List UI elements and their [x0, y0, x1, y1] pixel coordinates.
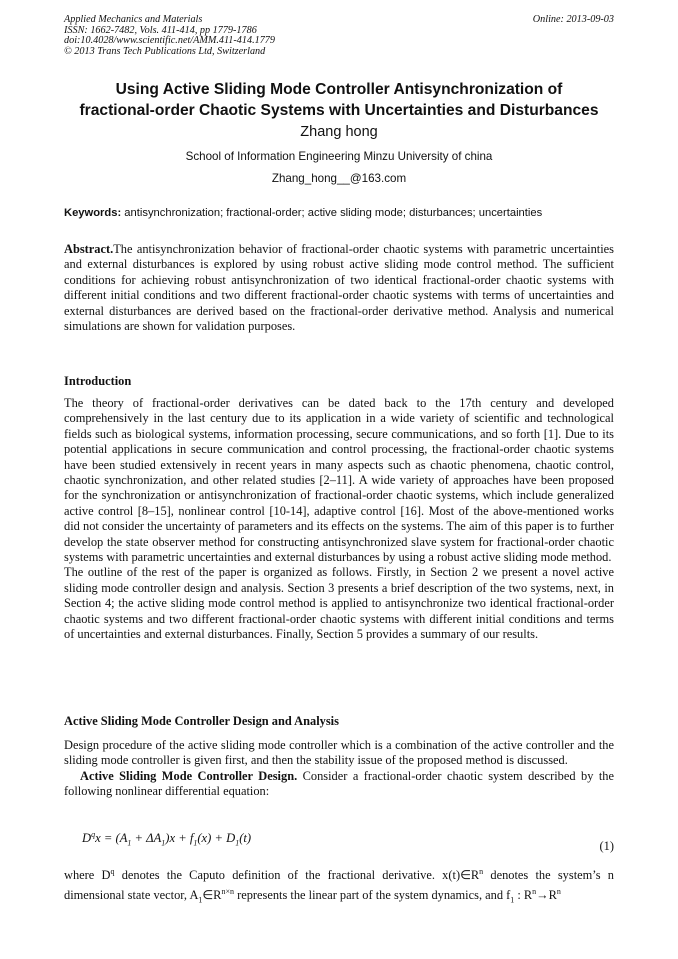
asmc-paragraph-2-text: Consider a fractional-order chaotic system described by the following nonlinear differential equation:: [64, 768, 614, 799]
journal-header: [64, 15, 614, 57]
after-eq-text-2: denotes the Caputo definition of the fractional derivative. x(t)∈R: [114, 868, 480, 883]
keywords: [64, 207, 624, 219]
intro-paragraph-2: The outline of the rest of the paper is organized as follows. Firstly, in Section 2 we present a novel active sliding mode controller design and analysis. Section 3 presents a brief description of the two systems, next, in Section 4; the active sliding mode control method is applied to antisynchronize two identical fractional-order chaotic systems and two different fractional-order chaotic systems with different initial conditions and terms of uncertainties and external disturbances. Finally, Section 5 provides a summary of our results.: [64, 565, 614, 642]
after-equation-paragraph: [64, 864, 614, 908]
after-eq-text-3: denotes the system’s n dimensional state vector, A: [64, 868, 614, 902]
section-heading-asmc: Active Sliding Mode Controller Design and Analysis: [64, 714, 339, 728]
keywords-label: Keywords:: [64, 207, 122, 219]
asmc-paragraph-1: Design procedure of the active sliding mode controller which is a combination of the active controller and the sliding mode controller is given first, and then the stability issue of the proposed method is discussed.: [64, 738, 614, 768]
after-eq-sup-nn: n×n: [221, 886, 234, 896]
doi-line[interactable]: doi:10.4028/www.scientific.net/AMM.411-414.1779: [64, 35, 275, 47]
equation-1: [82, 830, 614, 853]
asmc-paragraph-2: [64, 769, 614, 800]
after-eq-sub-1: 1: [198, 895, 203, 905]
journal-name: Applied Mechanics and Materials: [64, 14, 203, 25]
asmc-section: [64, 738, 614, 800]
author-email[interactable]: Zhang_hong__@163.com: [271, 172, 407, 185]
abstract: [64, 242, 614, 334]
after-eq-sup-n3: n: [556, 886, 561, 896]
abstract-label: Abstract.: [64, 242, 114, 256]
paper-title: [40, 79, 638, 121]
after-eq-text-4: ∈R: [202, 887, 222, 902]
introduction-section: [64, 396, 614, 643]
equation-number: (1): [599, 839, 614, 853]
intro-paragraph-1: The theory of fractional-order derivatives can be dated back to the 17th century and developed comprehensively in the last century due to its application in a wide variety of scientific and technological fields such as biological systems, information processing, secure communications, and so forth [1]. Due to its potential applications in secure communication and control processing, the fractional-order chaotic systems have been studied extensively in recent years in many aspects such as chaotic phenomena, chaotic control, chaotic synchronization, and other related studies [2–11]. A wide variety of approaches have been proposed for the synchronization or antisynchronization of fractional-order chaotic systems, which include generalized active control [8–15], nonlinear control [10-14], adaptive control [16]. Most of the above-mentioned works did not consider the uncertainty of parameters and its effects on the systems. The aim of this paper is to further develop the state observer method for constructing antisynchronized slave system for fractional-order chaotic systems with parametric uncertainties and external disturbances by using a robust active sliding mode method.: [64, 396, 614, 565]
after-eq-sup-n2: n: [532, 886, 537, 896]
section-heading-introduction: Introduction: [64, 374, 132, 388]
author-affiliation: School of Information Engineering Minzu University of china: [185, 150, 493, 163]
after-eq-sup-q: q: [110, 867, 115, 876]
keywords-text: antisynchronization; fractional-order; active sliding mode; disturbances; uncertainties: [121, 207, 543, 219]
paper-title-line2: fractional-order Chaotic Systems with Uncertainties and Disturbances: [79, 102, 599, 119]
online-date: Online: 2013-09-03: [532, 14, 614, 25]
after-eq-text-1: where D: [64, 868, 111, 883]
copyright-line: © 2013 Trans Tech Publications Ltd, Switzerland: [64, 45, 266, 57]
after-eq-text-7: →R: [536, 887, 557, 902]
paper-title-line1: Using Active Sliding Mode Controller Antisynchronization of: [115, 81, 563, 98]
after-eq-text-6: : R: [514, 887, 533, 902]
after-eq-sub-1b: 1: [510, 895, 515, 905]
asmc-paragraph-2-label: Active Sliding Mode Controller Design.: [80, 768, 298, 783]
after-eq-sup-n: n: [479, 867, 484, 876]
abstract-text: The antisynchronization behavior of fractional-order chaotic systems with parametric uncertainties and external disturbances is explored by using robust active sliding mode control method. The sufficient conditions for achieving robust antisynchronization of two identical fractional-order chaotic systems with different initial conditions and two different fractional-order chaotic systems with terms of uncertainties and external disturbances are derived based on the fractional-order derivative method. Analysis and numerical simulations are shown for validation purposes.: [64, 242, 614, 334]
issn-line: ISSN: 1662-7482, Vols. 411-414, pp 1779-1786: [64, 24, 257, 36]
after-eq-text-5: represents the linear part of the system dynamics, and f: [233, 887, 511, 902]
author-name: Zhang hong: [300, 124, 378, 140]
equation-1-formula: $D^qx = (A_1 + \Delta A_1)x + f_1(x) + D_1(t)$: [82, 830, 252, 848]
